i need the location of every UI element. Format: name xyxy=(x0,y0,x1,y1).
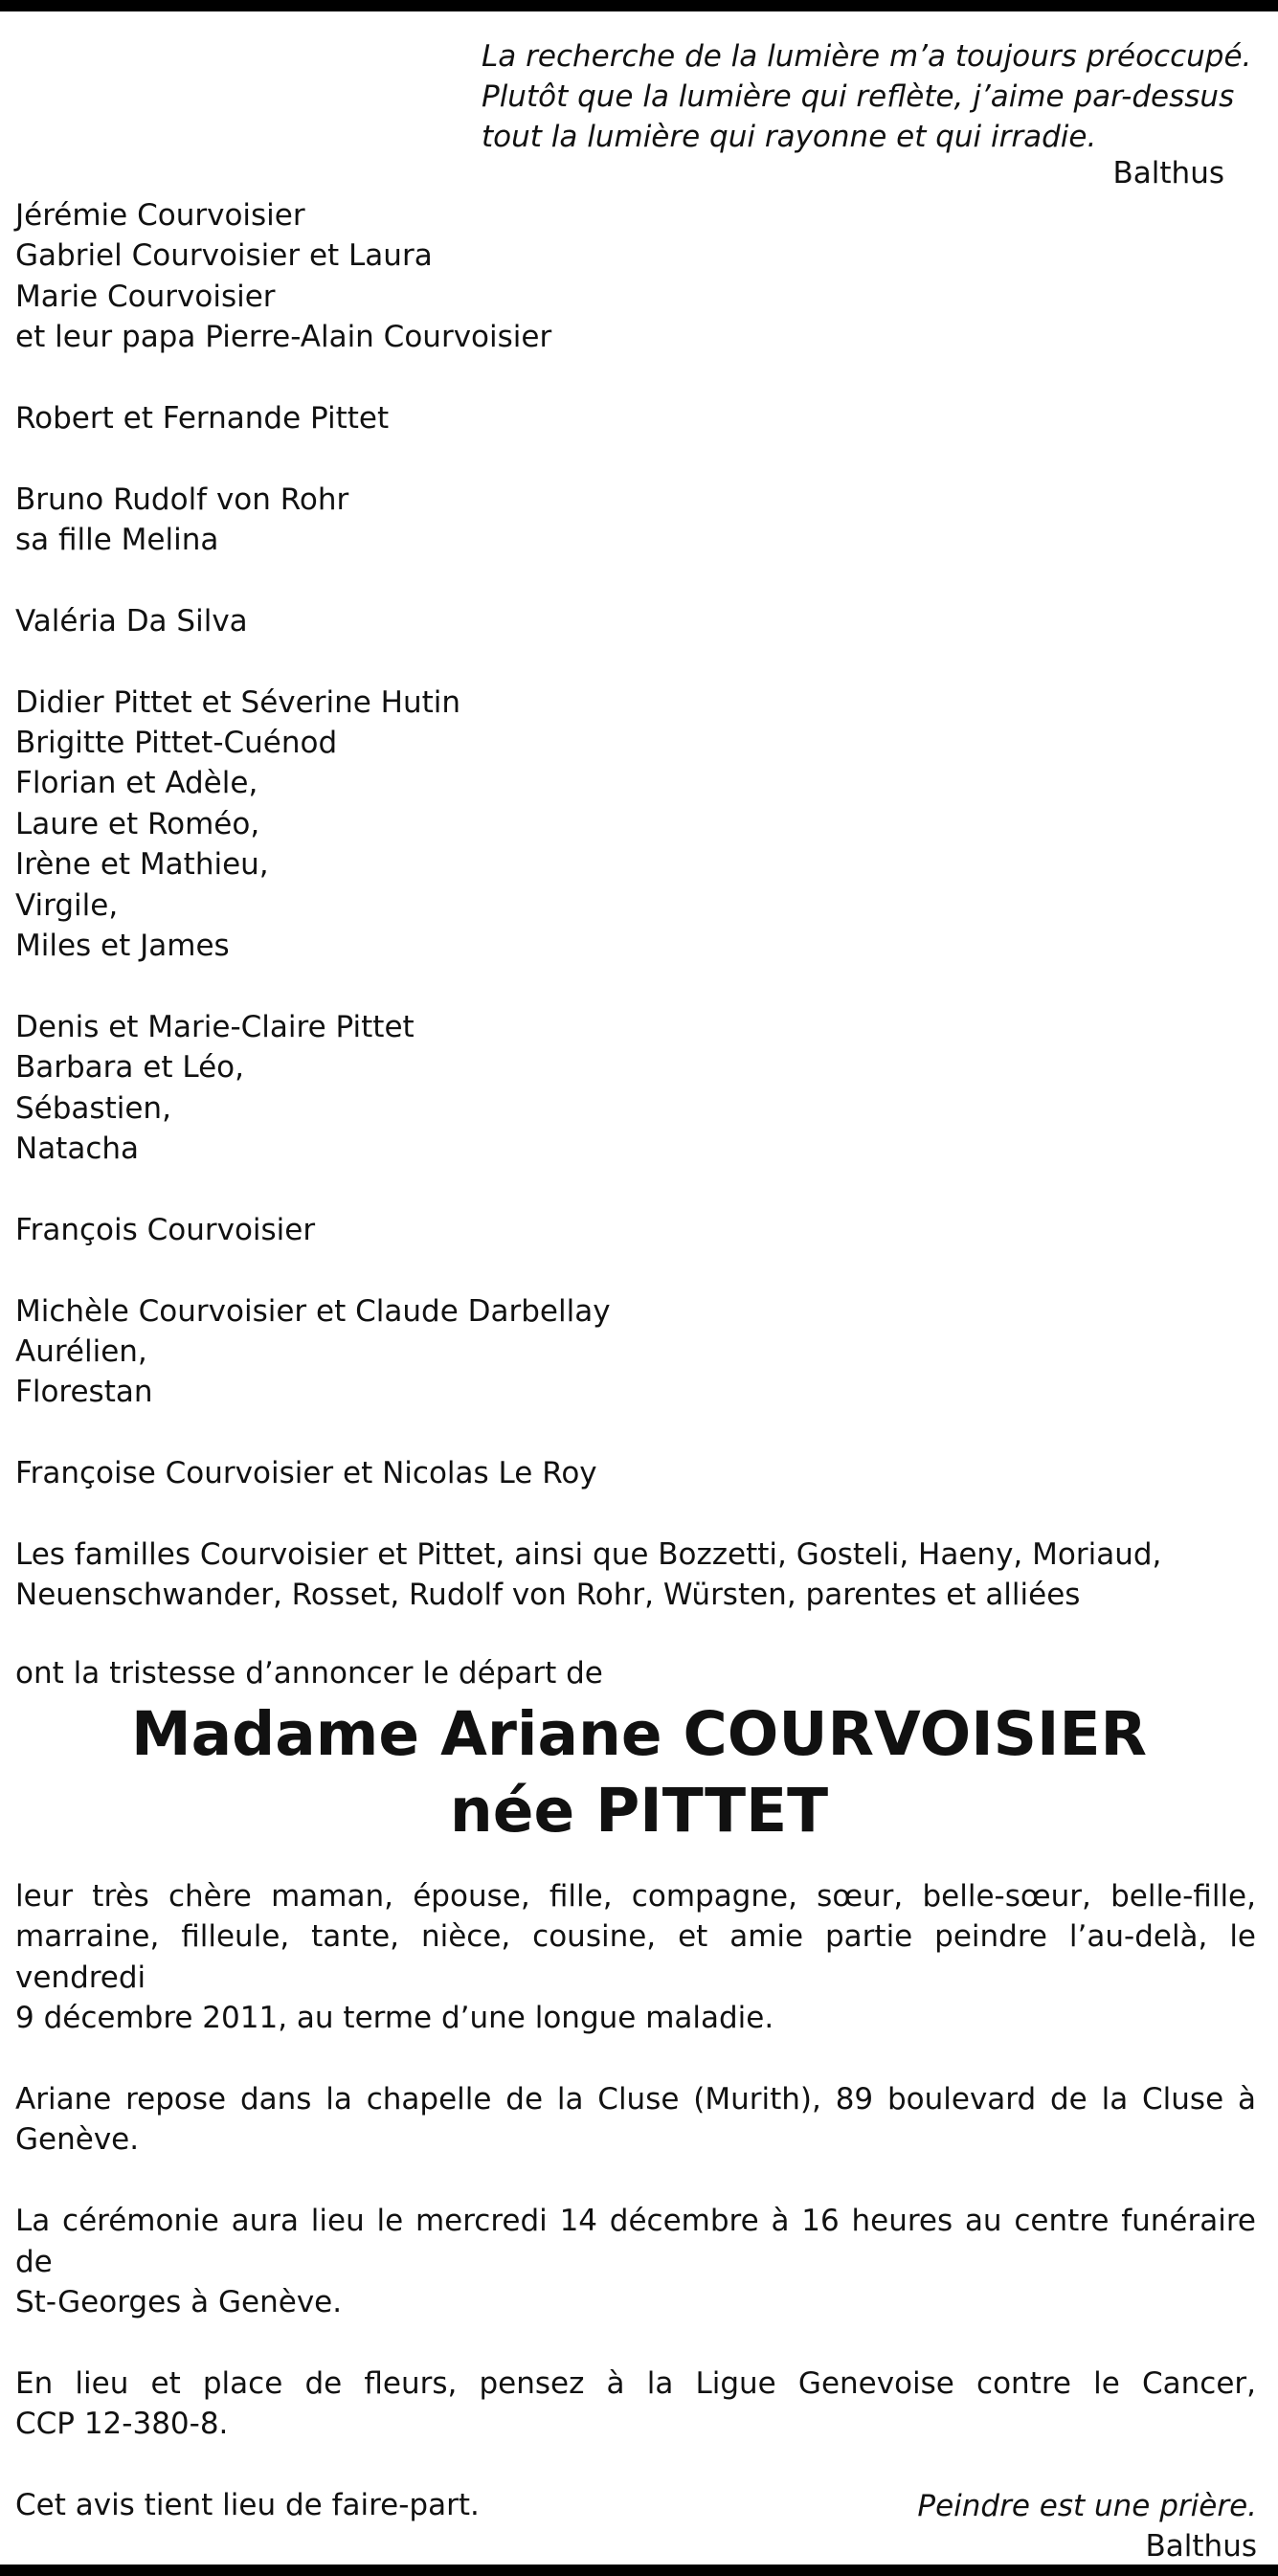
family-member-line: et leur papa Pierre-Alain Courvoisier xyxy=(15,320,552,355)
epigraph-line: Plutôt que la lumière qui reflète, j’aime par-dessus xyxy=(482,79,1235,114)
paragraph-line: Ariane repose dans la chapelle de la Cluse (Murith), 89 boulevard de la Cluse à xyxy=(15,2082,1256,2117)
group-spacer xyxy=(15,641,1260,682)
deceased-maiden-name: née PITTET xyxy=(449,1776,829,1846)
family-member-line: Laure et Roméo, xyxy=(15,806,260,841)
notice-paragraph xyxy=(15,2363,1256,2445)
group-spacer xyxy=(15,1169,1260,1209)
deceased-name-block xyxy=(0,1696,1278,1849)
deceased-name: Madame Ariane COURVOISIER xyxy=(130,1699,1148,1769)
group-spacer xyxy=(15,561,1260,601)
family-member-line: Brigitte Pittet-Cuénod xyxy=(15,726,338,761)
paragraph-line: Cet avis tient lieu de faire-part. xyxy=(15,2488,480,2523)
family-member-line: Aurélien, xyxy=(15,1333,147,1369)
group-spacer xyxy=(15,966,1260,1006)
notice-paragraph xyxy=(15,1876,1256,2039)
paragraph-line: La cérémonie aura lieu le mercredi 14 décembre à 16 heures au centre funéraire de xyxy=(15,2204,1256,2279)
family-member-line: François Courvoisier xyxy=(15,1212,316,1247)
paragraph-line: Genève. xyxy=(15,2122,140,2158)
family-member-line: Barbara et Léo, xyxy=(15,1050,244,1086)
family-member-line: Florian et Adèle, xyxy=(15,766,258,801)
family-member-line: Jérémie Courvoisier xyxy=(15,198,305,233)
paragraph-line: 9 décembre 2011, au terme d’une longue maladie. xyxy=(15,2001,774,2036)
family-member-line: Marie Courvoisier xyxy=(15,279,276,314)
family-member-line: Les familles Courvoisier et Pittet, ainsi que Bozzetti, Gosteli, Haeny, Moriaud, xyxy=(15,1536,1162,1572)
paragraph-line: leur très chère maman, épouse, fille, compagne, sœur, belle-sœur, belle-fille, xyxy=(15,1879,1256,1914)
group-spacer xyxy=(15,1413,1260,1453)
group-spacer xyxy=(15,358,1260,398)
notice-paragraph xyxy=(15,2201,1256,2322)
epigraph-line: La recherche de la lumière m’a toujours préoccupé. xyxy=(482,39,1252,74)
paragraph-line: En lieu et place de fleurs, pensez à la Ligue Genevoise contre le Cancer, xyxy=(15,2365,1256,2401)
epigraph-author: Balthus xyxy=(1112,156,1224,190)
family-member-line: Valéria Da Silva xyxy=(15,603,248,638)
family-member-line: sa fille Melina xyxy=(15,523,219,558)
family-member-line: Robert et Fernande Pittet xyxy=(15,400,390,436)
family-member-line: Bruno Rudolf von Rohr xyxy=(15,482,349,517)
family-member-line: Sébastien, xyxy=(15,1090,171,1126)
family-member-line: Gabriel Courvoisier et Laura xyxy=(15,238,433,274)
group-spacer xyxy=(15,1494,1260,1534)
paragraph-line: St-Georges à Genève. xyxy=(15,2285,343,2320)
closing-quote: Peindre est une prière. xyxy=(917,2489,1257,2523)
family-member-line: Françoise Courvoisier et Nicolas Le Roy xyxy=(15,1456,597,1491)
family-member-line: Natacha xyxy=(15,1131,140,1166)
paragraph-line: marraine, filleule, tante, nièce, cousine, et amie partie peindre l’au-delà, le vendredi xyxy=(15,1919,1256,1995)
notice-paragraph xyxy=(15,2079,1256,2161)
epigraph-quote xyxy=(482,36,1252,157)
announcement-text: ont la tristesse d’annoncer le départ de xyxy=(15,1656,603,1691)
family-member-line: Virgile, xyxy=(15,887,119,923)
group-spacer xyxy=(15,438,1260,479)
family-member-line: Irène et Mathieu, xyxy=(15,847,269,883)
family-member-line: Miles et James xyxy=(15,929,230,964)
group-spacer xyxy=(15,1250,1260,1290)
family-member-line: Florestan xyxy=(15,1375,153,1410)
family-member-line: Didier Pittet et Séverine Hutin xyxy=(15,684,461,720)
epigraph-line: tout la lumière qui rayonne et qui irradie. xyxy=(482,120,1097,154)
family-member-line: Michèle Courvoisier et Claude Darbellay xyxy=(15,1293,611,1329)
family-member-line: Neuenschwander, Rosset, Rudolf von Rohr, Würsten, parentes et alliées xyxy=(15,1578,1081,1613)
notice-body xyxy=(15,1876,1256,2566)
paragraph-line: CCP 12-380-8. xyxy=(15,2407,229,2442)
family-list xyxy=(15,195,1260,1616)
closing-quote-author: Balthus xyxy=(1145,2529,1257,2564)
family-member-line: Denis et Marie-Claire Pittet xyxy=(15,1009,415,1044)
